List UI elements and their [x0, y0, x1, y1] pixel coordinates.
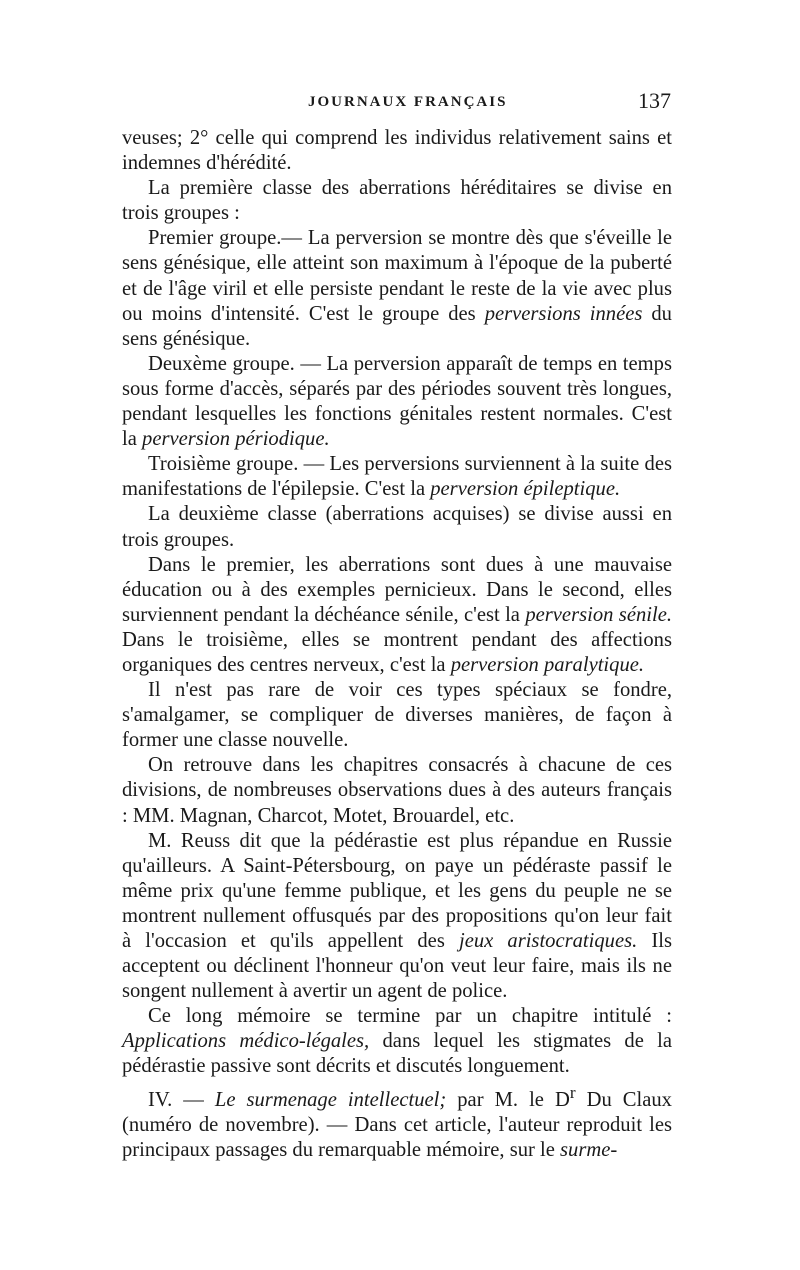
- paragraph-text: Du Claux (numéro de novembre). — Dans cet article, l'auteur reproduit les principaux passages du remarquable mémoire, sur le: [122, 1088, 672, 1161]
- italic-term: perversions innées: [484, 302, 643, 325]
- paragraph-text: Dans le troisième, elles se montrent pendant des affections organiques des centres nerveux, c'est la: [122, 628, 672, 676]
- paragraph: [122, 1080, 672, 1163]
- paragraph: [122, 452, 672, 502]
- superscript: r: [569, 1082, 576, 1102]
- italic-term: Le surmenage intellectuel;: [214, 1088, 447, 1111]
- paragraph-text: Ils acceptent ou déclinent l'honneur qu'on veut leur faire, mais ils ne songent nullement à avertir un agent de police.: [122, 930, 672, 1003]
- page-number: 137: [638, 88, 671, 113]
- paragraph: [122, 553, 672, 678]
- paragraph-text: Premier groupe.— La perversion se montre dès que s'éveille le sens génésique, elle atteint son maximum à l'époque de la puberté et de l'âge viril et elle persiste pendant le reste de la vie avec plus ou moins d'intensité. C'est le groupe des: [122, 227, 672, 325]
- italic-term: jeux aristocratiques.: [458, 930, 638, 952]
- paragraph-text: Dans le premier, les aberrations sont dues à une mauvaise éducation ou à des exemples pernicieux. Dans le second, elles surviennent pendant la déchéance sénile, c'est la: [122, 553, 672, 626]
- italic-term: surme-: [560, 1138, 618, 1161]
- paragraph-text: du sens génésique.: [122, 302, 672, 350]
- paragraph-text: La première classe des aberrations héréditaires se divise en trois groupes :: [122, 177, 672, 225]
- paragraph: [122, 829, 672, 1005]
- paragraph: [122, 176, 672, 226]
- paragraph-text: M. Reuss dit que la pédérastie est plus répandue en Russie qu'ailleurs. A Saint-Pétersbourg, on paye un pédéraste passif le même prix qu'une femme publique, et les gens du peuple ne se montrent nullement offusqués par des propositions qu'on leur fait à l'occasion et qu'ils appellent des: [122, 829, 672, 952]
- paragraph-text: IV. —: [148, 1088, 215, 1111]
- paragraph: [122, 753, 672, 828]
- paragraph-text: On retrouve dans les chapitres consacrés à chacune de ces divisions, de nombreuses observations dues à des auteurs français : MM. Magnan, Charcot, Motet, Brouardel, etc.: [122, 754, 672, 827]
- paragraph-text: par M. le D: [446, 1088, 570, 1111]
- italic-term: perversion épileptique.: [430, 478, 621, 501]
- paragraph-text: Troisième groupe. — Les perversions surviennent à la suite des manifestations de l'épilepsie. C'est la: [122, 453, 672, 501]
- italic-term: perversion paralytique.: [450, 653, 645, 676]
- page-header: [118, 88, 673, 118]
- paragraph-text: dans lequel les stigmates de la pédérastie passive sont décrits et discutés longuement.: [122, 1030, 672, 1078]
- italic-term: perversion périodique.: [142, 428, 330, 451]
- paragraph: [122, 502, 672, 552]
- paragraph: [122, 352, 672, 452]
- italic-term: perversion sénile.: [525, 603, 672, 626]
- running-head: JOURNAUX FRANÇAIS: [308, 94, 508, 110]
- paragraph: [122, 678, 672, 753]
- paragraph-text: Ce long mémoire se termine par un chapitre intitulé :: [148, 1005, 672, 1028]
- paragraph-text: Deuxème groupe. — La perversion apparaît de temps en temps sous forme d'accès, séparés par des périodes souvent très longues, pendant lesquelles les fonctions génitales restent normales. C'est la: [122, 352, 672, 451]
- italic-term: Applications médico-légales,: [122, 1030, 370, 1053]
- paragraph-text: Il n'est pas rare de voir ces types spéciaux se fondre, s'amalgamer, se compliquer de diverses manières, de façon à former une classe nouvelle.: [122, 679, 672, 752]
- body-text: [122, 126, 672, 1163]
- paragraph: [122, 1004, 672, 1079]
- paragraph: [122, 126, 672, 176]
- paragraph: [122, 226, 672, 351]
- paragraph-text: La deuxième classe (aberrations acquises) se divise aussi en trois groupes.: [122, 503, 672, 551]
- paragraph-text: veuses; 2° celle qui comprend les individus relativement sains et indemnes d'hérédité.: [122, 127, 672, 175]
